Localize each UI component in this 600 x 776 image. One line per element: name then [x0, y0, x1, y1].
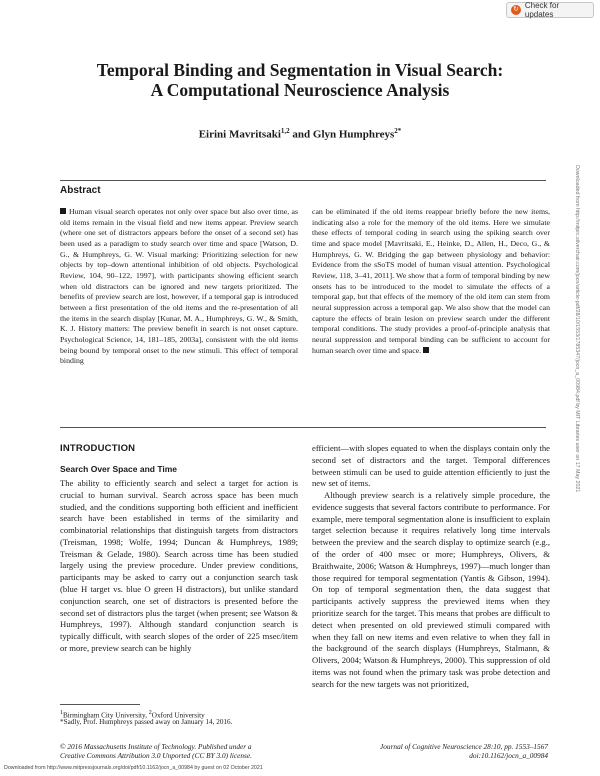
- copyright-notice: © 2016 Massachusetts Institute of Technology. Published under a Creative Commons Attribution 3.0 Unported (CC BY 3.0) license.: [60, 742, 252, 760]
- title-line-1: Temporal Binding and Segmentation in Visual Search:: [96, 60, 504, 80]
- author-line: [40, 127, 560, 141]
- abstract-start-mark: [60, 208, 66, 214]
- author-1: Eirini Mavritsaki: [198, 128, 281, 141]
- author-1-affiliation: 1,2: [280, 127, 290, 135]
- author-conjunction: and: [289, 128, 313, 141]
- paper-title: [40, 60, 560, 100]
- download-sidebar-text: Downloaded from http://mitprc.silverchair.com/jocn/article-pdf/28/10/1553/1785347/jocn_a_00984.pdf by MIT Libraries user on 17 May 2021: [574, 165, 580, 493]
- intro-heading: INTRODUCTION: [60, 443, 136, 454]
- abstract-heading: Abstract: [60, 185, 101, 196]
- body-paragraph: Although preview search is a relatively simple procedure, the evidence suggests that several factors contribute to performance. For example, mere temporal segmentation alone is insufficient to explain target selection because it requires relatively long time intervals between the preview and the search display to optimize search (e.g., of the order of 400 msec or more; Humphreys, Olivers, & Braithwaite, 2006; Watson & Humphreys, 1997)—much longer than those required for temporal segmentation (Yantis & Gibson, 1994). On top of temporal segmentation then, the data suggest that participants actively suppress the previewed items when they prioritize search for the target. This means that probes are difficult to detect when presented on old previewed stimuli compared with when they fall on new items and even relative to when they fall in the background of the search displays (Humphreys, Stalmann, & Olivers, 2004; Watson & Humphreys, 2000). This suppression of old items was not found when the primary task was probe detection and search for the new targets was not prioritized,: [312, 490, 550, 689]
- refresh-icon: ↻: [513, 6, 519, 13]
- abstract-column-left: [60, 207, 298, 367]
- deceased-footnote: *Sadly, Prof. Humphreys passed away on January 14, 2016.: [60, 718, 233, 726]
- abstract-text-left: Human visual search operates not only over space but also over time, as old items remain in the visual field and new items appear. Preview search (where one set of distractors appears before the onset of a second set) has been used as a paradigm to study search over time and space [Watson, D. G., & Humphreys, G. W. Visual marking: Prioritizing selection for new objects by top–down attentional inhibition of old objects. Psychological Review, 104, 90–122, 1997], with participants showing efficient search when old distractors can be ignored and new targets prioritized. The benefits of preview search are lost, however, if a temporal gap is introduced between a first presentation of the old items and the re-presentation of all the items in the search display [Kunar, M. A., Humphreys, G. W., & Smith, K. J. History matters: The preview benefit in search is not onset capture. Psychological Science, 14, 181–185, 2003a], consistent with the old items being bound by temporal onset to the new stimuli. This effect of temporal binding: [60, 207, 298, 366]
- abstract-bottom-rule: [60, 427, 546, 428]
- abstract-end-mark: [423, 347, 429, 353]
- body-column-left: [60, 478, 298, 655]
- footnote-rule: [60, 704, 140, 705]
- section-subheading: Search Over Space and Time: [60, 464, 178, 474]
- title-line-2: A Computational Neuroscience Analysis: [150, 80, 450, 100]
- body-paragraph: efficient—with slopes equated to when the displays contain only the second set of distractors and the target. Temporal differences between stimuli can be used to guide attention efficiently to just the new set of items.: [312, 443, 550, 489]
- affiliation-footnote: $^1$Birmingham City University, $^2$Oxford University: [60, 710, 205, 720]
- author-2-affiliation: 2*: [394, 127, 402, 135]
- abstract-text-right: can be eliminated if the old items reappear briefly before the new items, indicating also a role for the memory of the old items. Here we simulate these effects of temporal coding in search using the spiking search over time and space model [Mavritsaki, E., Heinke, D., Allen, H., Deco, G., & Humphreys, G. W. Bridging the gap between physiology and behavior: Evidence from the sSoTS model of human visual attention. Psychological Review, 118, 3–41, 2011]. We show that a form of temporal binding by new onsets has to be introduced to the model to simulate the effects of a temporal gap, but that effects of the memory of the old item can stem from neural suppression across a temporal gap. We also show that the model can capture the effects of brain lesion on preview search under the different temporal conditions. The study provides a proof-of-principle analysis that neural suppression and temporal binding can be sufficient to account for human search over time and space.: [312, 207, 550, 355]
- abstract-column-right: [312, 207, 550, 356]
- journal-reference: Journal of Cognitive Neuroscience 28:10, pp. 1553–1567 doi:10.1162/jocn_a_00984: [380, 742, 548, 760]
- body-paragraph: The ability to efficiently search and select a target for action is crucial to human survival. Search across space has been much studied, and the conditions supporting both efficient and inefficient search have been established in terms of the similarity and combinatorial relationships that distinguish targets from distractors (Treisman, 1998; Wolfe, 1994; Duncan & Humphreys, 1989; Treisman & Gelade, 1980). Search across time has been studied largely using the preview procedure. Under preview conditions, participants may be asked to carry out a conjunction search task (blue H target vs. blue O green H distractors), but unlike standard conjunction search, one set of distractors is presented before the second set of distractors plus the target (when present; see Watson & Humphreys, 1997). Although standard conjunction search is typically difficult, with search slopes of the order of 225 msec/item or more, preview search can be highly: [60, 478, 298, 653]
- download-footer: Downloaded from http://www.mitpressjournals.org/doi/pdf/10.1162/jocn_a_00984 by guest on 02 October 2021: [4, 765, 263, 771]
- check-for-updates-button[interactable]: [506, 2, 594, 18]
- check-for-updates-label: Check for updates: [524, 1, 560, 19]
- download-sidebar: [571, 165, 581, 765]
- author-2: Glyn Humphreys: [312, 128, 395, 141]
- abstract-top-rule: [60, 180, 546, 181]
- body-column-right: [312, 443, 550, 690]
